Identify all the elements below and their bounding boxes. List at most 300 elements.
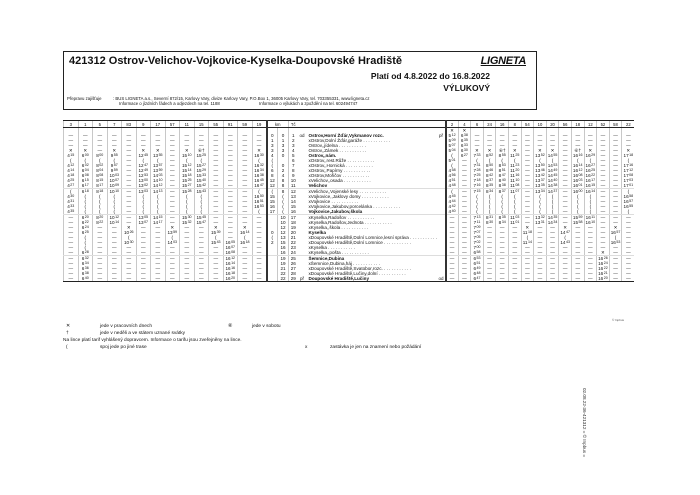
- departure-time: —: [584, 256, 597, 262]
- departure-time: (: [78, 235, 93, 240]
- departure-time: —: [151, 245, 166, 250]
- stop-name: Ostrov,,jídelna . . . . . . . . . . .: [308, 143, 366, 148]
- departure-time: $16^{21}$: [598, 271, 608, 276]
- trip-number: 18: [571, 121, 584, 128]
- stop-name: xOstrov,,Papírny . . . . . . . . . . .: [308, 168, 371, 173]
- departure-time: $6^{36}$: [78, 266, 93, 271]
- departure-time: $13^{32}$: [535, 215, 545, 220]
- legend-sunday: jede v neděli a ve státem uznané svátky: [100, 331, 186, 336]
- departure-time: —: [496, 240, 509, 245]
- departure-time: —: [496, 235, 509, 240]
- km-cell: 17: [267, 209, 278, 215]
- departure-time: $11^{07}$: [510, 189, 520, 194]
- departure-time: $16^{08}$: [223, 250, 238, 256]
- minutes: 31: [476, 163, 481, 167]
- minutes: 14: [187, 168, 192, 172]
- departure-time: —: [223, 133, 238, 138]
- stop-name-text: Velichov: [308, 183, 328, 188]
- km-cell: 6: [267, 168, 278, 173]
- departure-time: —: [559, 256, 572, 262]
- departure-time: —: [597, 143, 610, 148]
- km-cell: 2: [278, 168, 289, 173]
- departure-time: —: [609, 220, 622, 225]
- departure-time: —: [546, 256, 559, 262]
- km-cell: 12: [267, 178, 278, 183]
- departure-time: $8^{34}$: [483, 189, 496, 195]
- departure-time: $11^{14}$: [522, 240, 532, 245]
- minutes: 34: [84, 261, 89, 265]
- departure-time: —: [136, 261, 151, 266]
- departure-time: —: [609, 178, 622, 183]
- departure-time: $15^{43}$: [194, 189, 209, 195]
- departure-time: ✕: [209, 225, 224, 230]
- departure-time: $14^{55}$: [547, 153, 558, 158]
- departure-time: —: [64, 261, 79, 266]
- departure-time: (: [546, 204, 559, 209]
- minutes: 00: [144, 178, 149, 182]
- km-cell: 2: [267, 240, 278, 245]
- minutes: 52: [540, 153, 545, 157]
- minutes: 51: [451, 178, 456, 182]
- departure-time: $15^{32}$: [180, 220, 195, 225]
- departure-time: —: [546, 240, 559, 245]
- minutes: 42: [489, 173, 494, 177]
- departure-time: —: [122, 133, 137, 138]
- departure-time: —: [238, 183, 253, 189]
- departure-time: (: [584, 204, 597, 209]
- departure-time: ✕: [238, 225, 253, 230]
- departure-time: (: [78, 194, 93, 199]
- minutes: 07: [515, 189, 520, 193]
- departure-time: —: [521, 266, 534, 271]
- minutes: 25: [515, 153, 520, 157]
- departure-time: —: [534, 261, 547, 266]
- departure-time: —: [252, 240, 267, 245]
- trip-number: 5: [93, 121, 108, 128]
- trip-number: 19: [252, 121, 267, 128]
- departure-time: (: [151, 204, 166, 209]
- minutes: 04: [99, 168, 104, 172]
- departure-time: —: [508, 271, 521, 276]
- departure-time: $11^{23}$: [510, 163, 520, 168]
- minutes: 42: [540, 173, 545, 177]
- minutes: 40: [501, 178, 506, 182]
- departure-time: $16^{07}$: [223, 245, 238, 250]
- departure-time: —: [238, 215, 253, 221]
- departure-time: $7^{25}$: [471, 173, 484, 178]
- minutes: 33: [202, 173, 207, 177]
- departure-time: (: [471, 204, 484, 209]
- stop-number: 12: [289, 189, 298, 195]
- departure-time: —: [571, 235, 584, 240]
- departure-time: —: [483, 143, 496, 148]
- departure-time: —: [584, 261, 597, 266]
- arrival-departure-mark: od: [299, 133, 305, 138]
- departure-time: —: [151, 235, 166, 240]
- departure-time: —: [559, 245, 572, 250]
- departure-time: —: [238, 173, 253, 178]
- departure-time: $6^{02}$: [78, 163, 93, 168]
- departure-time: —: [151, 138, 166, 143]
- legend-request-symbol: x: [305, 345, 308, 350]
- departure-time: $6^{28}$: [78, 250, 93, 256]
- departure-time: —: [223, 225, 238, 230]
- trip-number: 15: [194, 121, 209, 128]
- minutes: 37: [489, 178, 494, 182]
- departure-time: $7^{16}$: [471, 183, 484, 189]
- departure-time: —: [223, 209, 238, 215]
- departure-time: —: [238, 204, 253, 209]
- departure-time: —: [622, 261, 635, 266]
- departure-time: (: [571, 194, 584, 199]
- departure-time: —: [458, 163, 471, 168]
- minutes: 18: [245, 240, 250, 244]
- minutes: 12: [451, 133, 456, 137]
- departure-time: —: [584, 138, 597, 143]
- minutes: 58: [629, 194, 634, 198]
- departure-time: —: [209, 261, 224, 266]
- trip-number: 10: [534, 121, 547, 128]
- departure-time: —: [521, 271, 534, 276]
- departure-time: —: [458, 168, 471, 173]
- departure-time: $16^{30}$: [252, 153, 267, 158]
- departure-time: —: [458, 183, 471, 189]
- departure-time: —: [508, 245, 521, 250]
- stop-number: 9: [289, 173, 298, 178]
- minutes: 55: [553, 153, 558, 157]
- departure-time: —: [151, 240, 166, 245]
- km-cell: [267, 276, 278, 282]
- departure-time: $4^{15}$: [64, 153, 79, 158]
- departure-time: —: [559, 199, 572, 204]
- minutes: 07: [115, 178, 120, 182]
- departure-time: $16^{08}$: [572, 173, 583, 178]
- minutes: 52: [489, 153, 494, 157]
- departure-time: —: [597, 183, 610, 189]
- departure-time: —: [622, 230, 635, 235]
- minutes: 35: [553, 215, 558, 219]
- departure-time: $10^{26}$: [122, 230, 137, 235]
- departure-time: —: [165, 183, 180, 189]
- departure-time: (: [93, 199, 108, 204]
- blank: [298, 121, 307, 128]
- departure-time: —: [521, 153, 534, 158]
- minutes: 30: [187, 215, 192, 219]
- departure-time: —: [64, 235, 79, 240]
- tc-header: Tč: [289, 121, 298, 128]
- stop-number: 18: [289, 220, 298, 225]
- trip-number: 54: [521, 121, 534, 128]
- departure-time: —: [458, 276, 471, 282]
- departure-time: —: [534, 138, 547, 143]
- minutes: 01: [515, 220, 520, 224]
- departure-time: (: [534, 199, 547, 204]
- minutes: 02: [99, 163, 104, 167]
- departure-time: (: [64, 158, 79, 163]
- minutes: 09: [115, 183, 120, 187]
- minutes: 05: [231, 240, 236, 244]
- departure-time: —: [165, 148, 180, 153]
- departure-time: $4^{30}$: [64, 194, 79, 199]
- minutes: 35: [463, 138, 468, 142]
- minutes: 14: [528, 240, 532, 244]
- departure-time: (: [534, 209, 547, 215]
- departure-time: (: [165, 235, 180, 240]
- departure-time: —: [559, 204, 572, 209]
- service-symbol: ✕: [446, 128, 459, 134]
- minutes: 22: [99, 220, 104, 224]
- departure-time: —: [238, 163, 253, 168]
- minutes: 08: [99, 173, 104, 177]
- departure-time: —: [559, 276, 572, 282]
- departure-time: —: [508, 230, 521, 235]
- minutes: 28: [187, 189, 192, 193]
- legend-workdays: jede v pracovních dnech: [100, 324, 152, 329]
- km-cell: 16: [267, 204, 278, 209]
- departure-time: $14^{10}$: [151, 178, 166, 183]
- departure-time: $16^{20}$: [598, 276, 608, 281]
- departure-time: —: [508, 138, 521, 143]
- departure-time: —: [122, 183, 137, 189]
- departure-time: —: [559, 168, 572, 173]
- departure-time: (: [584, 209, 597, 215]
- departure-time: $15^{45}$: [194, 215, 209, 221]
- departure-time: —: [597, 209, 610, 215]
- stop-name: xDoupovské Hradiště,Svatobor,rozc. . . . . . . . . . . .: [308, 266, 411, 271]
- departure-time: —: [107, 143, 122, 148]
- departure-time: $8^{47}$: [496, 173, 509, 178]
- minutes: 00: [476, 245, 481, 249]
- departure-time: —: [609, 148, 622, 153]
- departure-time: —: [78, 133, 93, 138]
- departure-time: —: [93, 245, 108, 250]
- departure-time: —: [496, 143, 509, 148]
- minutes: 05: [476, 235, 481, 239]
- minutes: 50: [540, 163, 545, 167]
- departure-time: $16^{12}$: [223, 256, 238, 262]
- trip-number: 11: [180, 121, 195, 128]
- stop-number: 25: [289, 256, 298, 262]
- departure-time: —: [64, 245, 79, 250]
- departure-time: —: [209, 215, 224, 221]
- departure-time: —: [597, 168, 610, 173]
- departure-time: $15^{27}$: [194, 163, 209, 168]
- blank: [438, 121, 446, 128]
- departure-time: —: [521, 168, 534, 173]
- km-cell: 16: [278, 250, 289, 256]
- departure-time: —: [122, 148, 137, 153]
- departure-time: $6^{38}$: [78, 271, 93, 276]
- departure-time: $6^{53}$: [471, 256, 484, 262]
- trip-number: 4: [458, 121, 471, 128]
- departure-time: $15^{42}$: [194, 183, 209, 189]
- minutes: 22: [603, 266, 608, 270]
- minutes: 42: [202, 183, 207, 187]
- departure-time: —: [597, 189, 610, 195]
- minutes: 30: [489, 220, 494, 224]
- departure-time: $15^{39}$: [209, 230, 224, 235]
- minutes: 22: [591, 173, 596, 177]
- carrier-details: : BUS LIGNETA a.s., Severní 872/15, Karlovy Vary, divize Karlovy Vary, P.O.Box 1, 36005 Karlovy Vary, tel. 703355331, www.ligneta.cz: [113, 96, 370, 101]
- departure-time: —: [597, 158, 610, 163]
- trip-number: 3: [64, 121, 79, 128]
- minutes: 17: [84, 183, 89, 187]
- km-cell: 12: [278, 230, 289, 235]
- timetable-grid: [63, 120, 634, 282]
- departure-time: —: [508, 133, 521, 138]
- departure-time: $6^{35}$: [458, 138, 471, 143]
- departure-time: $10^{03}$: [107, 173, 122, 178]
- departure-time: ✕: [122, 225, 137, 230]
- departure-time: $14^{03}$: [165, 240, 180, 245]
- departure-time: (: [209, 235, 224, 240]
- departure-time: —: [93, 261, 108, 266]
- minutes: 38: [501, 183, 506, 187]
- departure-time: —: [446, 220, 459, 225]
- departure-time: —: [252, 133, 267, 138]
- departure-time: $7^{15}$: [471, 189, 484, 195]
- minutes: 16: [578, 153, 583, 157]
- departure-time: $4^{12}$: [64, 163, 79, 168]
- departure-time: —: [597, 235, 610, 240]
- minutes: 08: [578, 173, 583, 177]
- departure-time: $13^{50}$: [535, 163, 545, 168]
- departure-time: $4^{25}$: [64, 178, 79, 183]
- departure-time: —: [483, 235, 496, 240]
- departure-time: —: [546, 138, 559, 143]
- departure-time: $14^{38}$: [547, 183, 558, 188]
- print-code: 02.08.22-36-421312 = © Inpbus =: [582, 388, 587, 458]
- departure-time: $16^{58}$: [623, 194, 634, 199]
- departure-time: —: [64, 256, 79, 262]
- departure-time: —: [194, 225, 209, 230]
- minutes: 28: [84, 250, 89, 254]
- departure-time: $14^{17}$: [151, 220, 166, 225]
- departure-time: $8^{50}$: [483, 163, 496, 168]
- departure-time: (: [78, 204, 93, 209]
- departure-time: $14^{15}$: [151, 215, 166, 221]
- departure-time: —: [93, 133, 108, 138]
- minutes: 57: [616, 230, 621, 234]
- departure-time: $6^{58}$: [471, 250, 484, 256]
- stop-name-text: Doupovské Hradiště,Lučiny: [308, 276, 369, 281]
- departure-time: —: [180, 266, 195, 271]
- minutes: 01: [451, 158, 456, 162]
- trip-number: 16: [496, 121, 509, 128]
- departure-time: $6^{08}$: [78, 173, 93, 178]
- km-cell: 1: [278, 138, 289, 143]
- minutes: 18: [99, 189, 104, 193]
- stop-name: xDoupovské Hradiště,Dolní Lomnice,lesní správa . . . . . . . . . . .: [308, 235, 437, 240]
- departure-time: $7^{09}$: [471, 225, 484, 230]
- departure-time: ✕: [546, 148, 559, 153]
- departure-time: —: [534, 276, 547, 282]
- departure-time: —: [151, 261, 166, 266]
- departure-time: (: [483, 199, 496, 204]
- departure-time: —: [458, 225, 471, 230]
- minutes: 12: [158, 183, 163, 187]
- departure-time: —: [180, 240, 195, 245]
- departure-time: $14^{13}$: [151, 189, 166, 195]
- departure-time: (: [180, 194, 195, 199]
- minutes: 40: [451, 209, 456, 213]
- departure-time: —: [483, 138, 496, 143]
- departure-time: —: [180, 235, 195, 240]
- minutes: 00: [84, 153, 89, 157]
- departure-time: (: [521, 235, 534, 240]
- departure-time: (: [546, 158, 559, 163]
- departure-time: —: [122, 245, 137, 250]
- validity-period: Platí od 4.8.2022 do 16.8.2022: [370, 71, 490, 81]
- departure-time: $16^{05}$: [223, 240, 238, 245]
- departure-time: —: [136, 143, 151, 148]
- stop-number: 1: [289, 133, 298, 138]
- stop-number: 6: [289, 158, 298, 163]
- departure-time: —: [180, 256, 195, 262]
- departure-time: —: [223, 235, 238, 240]
- departure-time: —: [122, 204, 137, 209]
- departure-time: —: [122, 178, 137, 183]
- departure-time: —: [609, 163, 622, 168]
- departure-time: —: [180, 143, 195, 148]
- trip-number: 91: [223, 121, 238, 128]
- departure-time: —: [559, 158, 572, 163]
- minutes: 26: [603, 256, 608, 260]
- minutes: 51: [476, 261, 481, 265]
- departure-time: —: [508, 266, 521, 271]
- departure-time: —: [209, 220, 224, 225]
- departure-time: $6^{30}$: [458, 148, 471, 153]
- departure-time: —: [180, 133, 195, 138]
- departure-time: ✕: [622, 148, 635, 153]
- stop-number: 7: [289, 163, 298, 168]
- departure-time: —: [209, 271, 224, 276]
- departure-time: (: [122, 235, 137, 240]
- stop-name-text: Vojkovice,Jakubov,škola: [308, 209, 363, 214]
- departure-time: —: [209, 209, 224, 215]
- departure-time: —: [534, 133, 547, 138]
- departure-time: $4^{40}$: [446, 209, 459, 215]
- departure-time: $8^{00}$: [93, 153, 108, 158]
- departure-time: —: [238, 220, 253, 225]
- departure-time: ✕: [521, 225, 534, 230]
- departure-time: $16^{14}$: [223, 261, 238, 266]
- km-cell: (: [278, 209, 289, 215]
- departure-time: $16^{16}$: [223, 266, 238, 271]
- departure-time: $6^{22}$: [78, 220, 93, 225]
- departure-time: —: [597, 225, 610, 230]
- departure-time: —: [64, 225, 79, 230]
- departure-time: —: [521, 183, 534, 189]
- departure-time: —: [122, 189, 137, 195]
- departure-time: $4^{18}$: [64, 173, 79, 178]
- km-cell: 0: [267, 133, 278, 138]
- minutes: 24: [84, 225, 89, 229]
- departure-time: $7^{13}$: [471, 215, 484, 221]
- departure-time: (: [571, 199, 584, 204]
- departure-time: $6^{18}$: [78, 189, 93, 195]
- departure-time: —: [521, 194, 534, 199]
- departure-time: —: [194, 256, 209, 262]
- departure-time: —: [584, 230, 597, 235]
- timetable-header: [63, 51, 537, 110]
- stop-name: xKyselka,,pošta . . . . . . . . . . .: [307, 250, 438, 256]
- departure-time: —: [209, 178, 224, 183]
- departure-time: $8^{20}$: [93, 215, 108, 221]
- departure-time: $8^{18}$: [93, 189, 108, 195]
- departure-time: (: [446, 163, 459, 168]
- departure-time: (: [151, 158, 166, 163]
